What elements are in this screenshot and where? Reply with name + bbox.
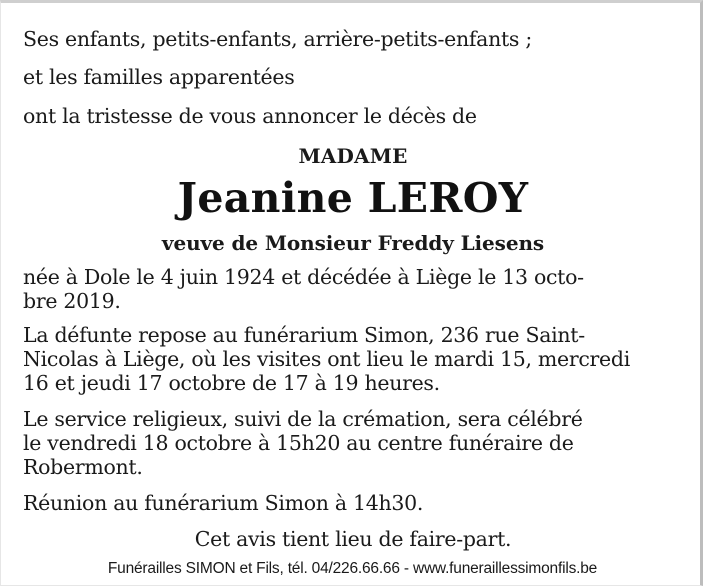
birth-death-line-1: née à Dole le 4 juin 1924 et décédée à Liège le 13 octo- bbox=[23, 265, 584, 289]
service-line-3: Robermont. bbox=[23, 455, 143, 479]
meeting-line: Réunion au funérarium Simon à 14h30. bbox=[23, 491, 424, 515]
deceased-name: Jeanine LEROY bbox=[177, 174, 529, 222]
widow-of: veuve de Monsieur Freddy Liesens bbox=[161, 231, 545, 255]
notice-line: Cet avis tient lieu de faire-part. bbox=[194, 527, 512, 551]
intro-line-1: Ses enfants, petits-enfants, arrière-petits-enfants ; bbox=[23, 27, 532, 51]
birth-death-line-2: bre 2019. bbox=[23, 289, 121, 313]
service-line-2: le vendredi 18 octobre à 15h20 au centre funéraire de bbox=[23, 431, 574, 455]
service-line-1: Le service religieux, suivi de la crémation, sera célébré bbox=[23, 407, 583, 431]
intro-line-2: et les familles apparentées bbox=[23, 65, 295, 89]
repose-line-3: 16 et jeudi 17 octobre de 17 à 19 heures. bbox=[23, 371, 440, 395]
deceased-title: MADAME bbox=[298, 144, 408, 168]
repose-line-1: La défunte repose au funérarium Simon, 236 rue Saint- bbox=[23, 323, 585, 347]
intro-line-3: ont la tristesse de vous annoncer le décès de bbox=[23, 104, 477, 128]
repose-line-2: Nicolas à Liège, où les visites ont lieu le mardi 15, mercredi bbox=[23, 347, 630, 371]
funeral-home-footer: Funérailles SIMON et Fils, tél. 04/226.66.66 - www.funeraillessimonfils.be bbox=[107, 560, 598, 577]
